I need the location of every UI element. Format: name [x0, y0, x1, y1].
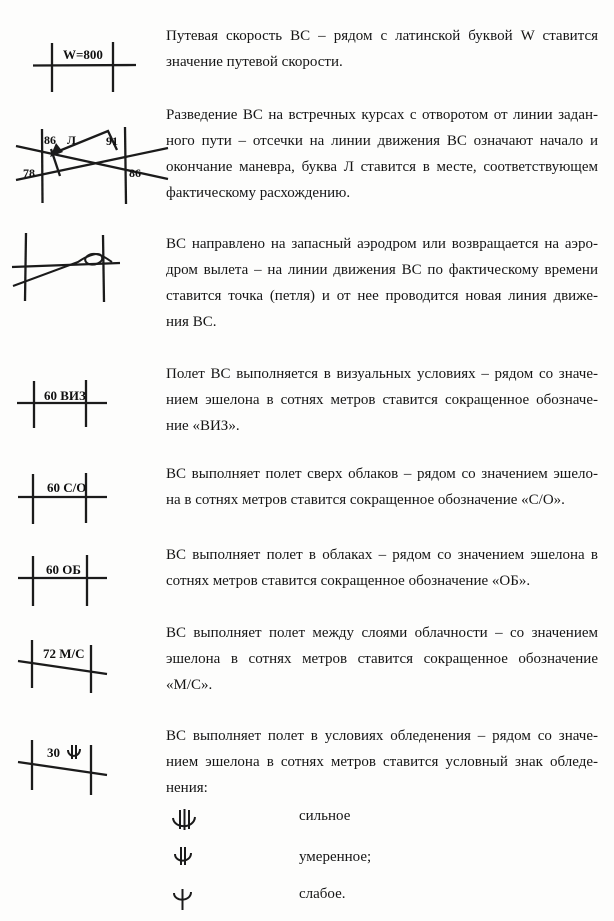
text-line: ВС выполняет полет сверх облаков – рядом со значением эшело- [166, 466, 598, 482]
icing-moderate-small-icon [68, 745, 80, 759]
paragraph-between-layers [166, 620, 598, 698]
text-line: ного пути – отсечки на линии движения ВС означают начало и [166, 133, 598, 149]
ground-speed-symbol [33, 42, 136, 92]
icing-moderate-icon [175, 847, 191, 865]
text-line: Разведение ВС на встречных курсах с отворотом от линии задан- [166, 107, 598, 123]
text-line: нием эшелона в сотнях метров ставится сокращенное обозначе- [166, 392, 598, 408]
diagram-label-86-right: 86 [129, 166, 141, 180]
icing-flight-label: 30 [47, 745, 60, 760]
between-layers-label: 72 М/С [43, 646, 85, 661]
text-line: ния ВС. [166, 314, 217, 330]
visual-flight-label: 60 ВИЗ [44, 388, 86, 403]
text-line: окончание маневра, буква Л ставится в месте, соответствующем [166, 159, 598, 175]
icing-weak-label: слабое. [299, 886, 346, 902]
paragraph-alternate-aerodrome [166, 231, 598, 335]
text-line: ние «ВИЗ». [166, 418, 240, 434]
text-line: нения: [166, 780, 208, 796]
text-line: ВС выполняет полет в условиях обледенения – рядом со значе- [166, 728, 598, 744]
text-line: эшелона в сотнях метров ставится сокращенное обозначение [166, 651, 598, 667]
diagram-label-86-top: 86 [44, 133, 56, 147]
icing-strong-label: сильное [299, 808, 351, 824]
paragraph-icing [166, 723, 598, 801]
paragraph-ground-speed [166, 23, 598, 75]
in-clouds-label: 60 ОБ [46, 562, 81, 577]
text-line: нием эшелона в сотнях метров ставится условный знак обледе- [166, 754, 598, 770]
text-line: фактическому расхождению. [166, 185, 351, 201]
text-line: значение путевой скорости. [166, 54, 343, 70]
text-line: сотнях метров ставится сокращенное обозначение «ОБ». [166, 573, 531, 589]
diagram-label-letter-l: Л [67, 133, 76, 147]
paragraph-in-clouds [166, 542, 598, 594]
icing-weak-icon [174, 889, 191, 910]
text-line: ВС выполняет полет между слоями облачности – со значением [166, 625, 598, 641]
text-line: «М/С». [166, 677, 213, 693]
ground-speed-label: W=800 [63, 47, 103, 62]
loop-symbol [12, 233, 120, 302]
in-clouds-symbol [18, 555, 107, 606]
text-line: Полет ВС выполняется в визуальных условиях – рядом со значе- [166, 366, 598, 382]
above-clouds-label: 60 С/О [47, 480, 87, 495]
diagram-label-91: 91 [106, 134, 118, 148]
text-line: Путевая скорость ВС – рядом с латинской буквой W ставится [166, 28, 598, 44]
icing-strong-icon [173, 809, 195, 830]
visual-flight-symbol [17, 380, 107, 428]
icing-moderate-label: умеренное; [299, 849, 372, 865]
above-clouds-symbol [18, 473, 107, 524]
between-layers-symbol [18, 640, 107, 693]
paragraph-visual-flight [166, 361, 598, 439]
paragraph-above-clouds [166, 461, 598, 513]
paragraph-divergence [166, 102, 598, 206]
text-line: ВС направлено на запасный аэродром или возвращается на аэро- [166, 236, 598, 252]
icing-flight-symbol [18, 740, 107, 795]
text-line: ставится точка (петля) и от нее проводится новая линия движе- [166, 288, 598, 304]
text-line: ВС выполняет полет в облаках – рядом со значением эшелона в [166, 547, 598, 563]
text-line: на в сотнях метров ставится сокращенное обозначение «С/О». [166, 492, 565, 508]
text-line: дром вылета – на линии движения ВС по фактическому времени [166, 262, 598, 278]
divergence-diagram [16, 127, 168, 204]
diagram-label-78: 78 [23, 166, 35, 180]
